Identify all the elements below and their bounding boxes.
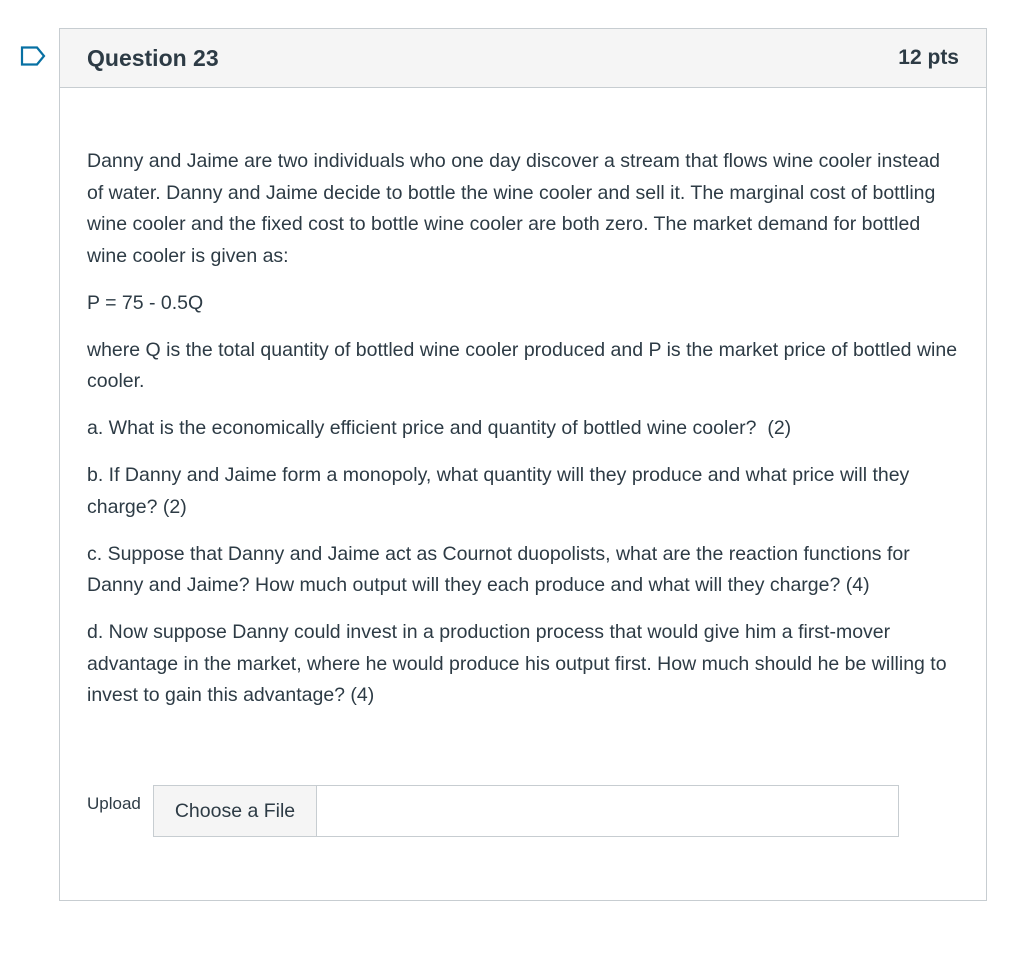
flag-question-icon[interactable]: [20, 46, 46, 66]
question-paragraph-intro: Danny and Jaime are two individuals who one day discover a stream that flows wine cooler instead of water. Danny and Jaime decide to bottle the wine cooler and sell it. The marginal cost of bottling wine cooler and the fixed cost to bottle wine cooler are both zero. The market demand for bottled wine cooler is given as:: [87, 150, 941, 267]
question-title: Question 23: [87, 44, 219, 71]
question-part-a: a. What is the economically efficient price and quantity of bottled wine cooler? (2): [87, 417, 792, 439]
question-paragraph-equation: P = 75 - 0.5Q: [87, 291, 204, 314]
choose-file-button[interactable]: Choose a File: [154, 786, 317, 836]
selected-file-name: [317, 786, 898, 836]
file-upload-input[interactable]: [153, 785, 899, 837]
question-points: 12 pts: [898, 46, 959, 69]
question-part-d: d. Now suppose Danny could invest in a production process that would give him a first-mover advantage in the market, where he would produce his output first. How much should he be willing to invest to gain this advantage? (4): [87, 621, 947, 706]
question-part-b: b. If Danny and Jaime form a monopoly, what quantity will they produce and what price will they charge? (2): [87, 464, 910, 518]
question-paragraph-definition: where Q is the total quantity of bottled wine cooler produced and P is the market price of bottled wine cooler.: [87, 338, 958, 392]
question-text: [60, 88, 986, 712]
question-header: [60, 29, 986, 88]
question-part-c: c. Suppose that Danny and Jaime act as Cournot duopolists, what are the reaction functions for Danny and Jaime? How much output will they each produce and what will they charge? (4): [87, 542, 910, 596]
upload-label: Upload: [87, 794, 141, 813]
question-card: [59, 28, 987, 901]
upload-row: [87, 785, 899, 837]
